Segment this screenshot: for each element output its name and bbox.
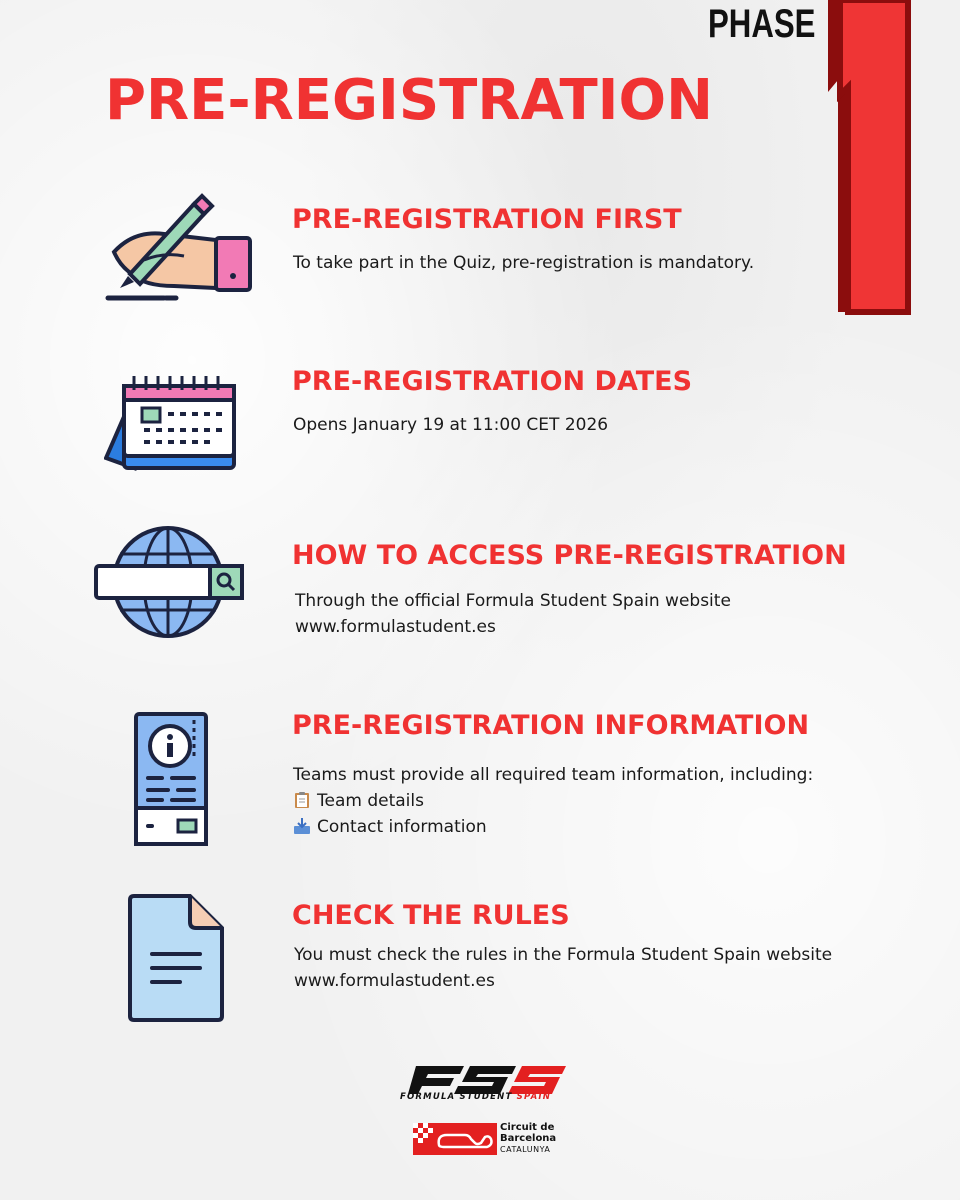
section-line: Contact information [317, 817, 487, 837]
fss-subtitle [400, 1092, 551, 1102]
circuit-line: CATALUNYA [500, 1145, 551, 1154]
circuit-line: Circuit de [500, 1122, 555, 1133]
section-text [293, 250, 754, 276]
calendar-icon [104, 372, 240, 472]
section-text [294, 942, 832, 994]
section-line-with-icon [293, 788, 813, 814]
section-line: Through the official Formula Student Spain website [295, 591, 731, 611]
section-title: PRE-REGISTRATION FIRST [292, 204, 682, 235]
section-line-with-icon [293, 814, 813, 840]
section-title: PRE-REGISTRATION INFORMATION [292, 710, 810, 741]
circuit-line: Barcelona [500, 1133, 557, 1144]
circuit-barcelona-logo [413, 1123, 497, 1155]
phase-number-one [812, 0, 922, 322]
globe-search-bar-icon [94, 524, 246, 644]
circuit-barcelona-text [500, 1122, 556, 1155]
page-title: PRE-REGISTRATION [105, 68, 713, 133]
info-document-icon [132, 710, 210, 848]
fss-subtitle-main: FORMULA STUDENT [400, 1092, 513, 1102]
fss-logo [402, 1064, 572, 1094]
section-title: PRE-REGISTRATION DATES [292, 366, 693, 397]
section-line: www.formulastudent.es [294, 971, 495, 991]
fss-subtitle-country: SPAIN [516, 1092, 552, 1102]
section-text [293, 762, 813, 840]
section-line: Opens January 19 at 11:00 CET 2026 [293, 415, 609, 435]
section-title: CHECK THE RULES [292, 900, 570, 931]
section-text [293, 412, 608, 438]
section-line: www.formulastudent.es [295, 617, 496, 637]
section-text [295, 588, 731, 640]
section-line: Teams must provide all required team information, including: [293, 765, 814, 785]
hand-writing-pencil-icon [104, 190, 254, 302]
section-title: HOW TO ACCESS PRE-REGISTRATION [292, 540, 847, 571]
section-line: To take part in the Quiz, pre-registration is mandatory. [293, 253, 755, 273]
file-document-icon [126, 892, 226, 1026]
section-line: You must check the rules in the Formula Student Spain website [294, 945, 833, 965]
clipboard-icon [293, 791, 311, 809]
phase-label: PHASE [708, 2, 816, 46]
inbox-tray-icon [293, 817, 311, 835]
section-line: Team details [317, 791, 424, 811]
